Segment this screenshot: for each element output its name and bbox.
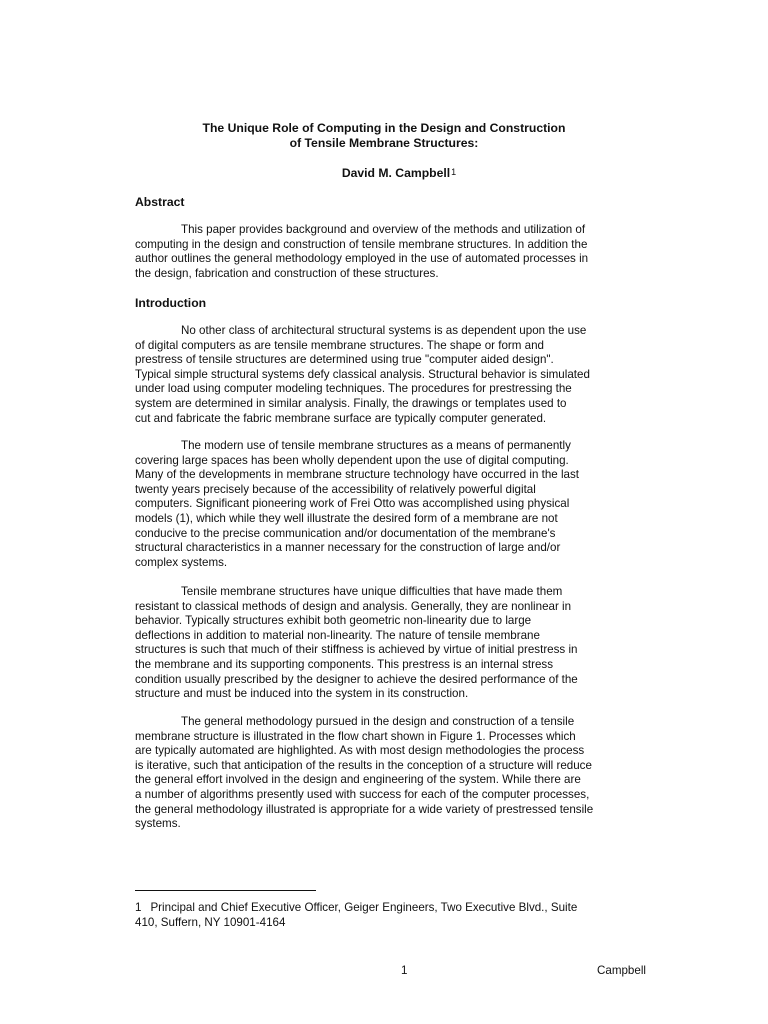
paragraph-line: twenty years precisely because of the accessibility of relatively powerful digital [135, 482, 536, 496]
paragraph-line: complex systems. [135, 555, 228, 569]
introduction-heading: Introduction [135, 296, 207, 310]
paragraph-line: Many of the developments in membrane structure technology have occurred in the last [135, 468, 580, 482]
paragraph-line: condition usually prescribed by the designer to achieve the desired performance of the [135, 672, 578, 686]
paragraph-line: No other class of architectural structural systems is as dependent upon the use [181, 324, 587, 337]
paragraph-line: the general methodology illustrated is appropriate for a wide variety of prestressed tensile [135, 802, 594, 816]
paragraph-line: membrane structure is illustrated in the flow chart shown in Figure 1. Processes which [135, 729, 576, 743]
paragraph-line: system are determined in similar analysis. Finally, the drawings or templates used to [135, 396, 567, 410]
paragraph-line: models (1), which while they well illustrate the desired form of a membrane are not [135, 511, 558, 525]
paragraph-line: The general methodology pursued in the design and construction of a tensile [181, 715, 575, 728]
paragraph-line: author outlines the general methodology employed in the use of automated processes in [135, 252, 589, 266]
paragraph-line: conducive to the precise communication and/or documentation of the membrane's [135, 526, 556, 540]
paragraph-line: The modern use of tensile membrane structures as a means of permanently [181, 439, 571, 452]
paragraph-line: structure and must be induced into the system in its construction. [135, 687, 469, 701]
paragraph-line: behavior. Typically structures exhibit both geometric non-linearity due to large [135, 614, 532, 628]
paragraph-line: structural characteristics in a manner necessary for the construction of large and/or [135, 541, 561, 555]
paragraph-line: systems. [135, 817, 181, 831]
page-number: 1 [401, 964, 408, 977]
footnote [135, 900, 635, 930]
paragraph-line: Tensile membrane structures have unique difficulties that have made them [181, 585, 563, 598]
author-name: David M. Campbell [341, 166, 451, 180]
abstract-heading: Abstract [135, 195, 185, 209]
paragraph-line: the membrane and its supporting components. This prestress is an internal stress [135, 657, 554, 671]
footnote-separator [135, 890, 316, 891]
paragraph-line: under load using computer modeling techniques. The procedures for prestressing the [135, 382, 572, 396]
paragraph-line: cut and fabricate the fabric membrane surface are typically computer generated. [135, 411, 547, 425]
paragraph-line: are typically automated are highlighted. As with most design methodologies the process [135, 744, 585, 758]
paragraph-line: of digital computers as are tensile membrane structures. The shape or form and [135, 338, 544, 352]
introduction-paragraph-4 [135, 715, 635, 832]
paragraph-line: a number of algorithms presently used with success for each of the computer processes, [135, 787, 590, 801]
introduction-paragraph-1 [135, 324, 635, 426]
paragraph-line: deflections in addition to material non-linearity. The nature of tensile membrane [135, 628, 540, 642]
paragraph-line: covering large spaces has been wholly dependent upon the use of digital computing. [135, 453, 569, 467]
author-footnote-mark: 1 [451, 167, 457, 177]
paragraph-line: is iterative, such that anticipation of the results in the conception of a structure will reduce [135, 758, 592, 772]
footnote-mark: 1 [135, 901, 142, 914]
paragraph-line: Typical simple structural systems defy classical analysis. Structural behavior is simulated [135, 367, 590, 381]
paragraph-line: computing in the design and construction of tensile membrane structures. In addition the [135, 237, 588, 251]
paragraph-line: This paper provides background and overview of the methods and utilization of [181, 223, 586, 236]
paper-title-line-2: of Tensile Membrane Structures: [289, 136, 479, 150]
author-byline [0, 166, 768, 181]
abstract-paragraph [135, 223, 635, 281]
introduction-paragraph-3 [135, 585, 635, 702]
footnote-line: 410, Suffern, NY 10901-4164 [135, 916, 286, 929]
paragraph-line: the general effort involved in the design and engineering of the system. While there are [135, 773, 581, 787]
footnote-line: Principal and Chief Executive Officer, Geiger Engineers, Two Executive Blvd., Suite [150, 901, 578, 914]
paragraph-line: the design, fabrication and construction of these structures. [135, 266, 439, 280]
paragraph-line: computers. Significant pioneering work of Frei Otto was accomplished using physical [135, 497, 570, 511]
paragraph-line: prestress of tensile structures are determined using true "computer aided design". [135, 353, 554, 367]
paper-title [0, 121, 768, 151]
paragraph-line: structures is such that much of their stiffness is achieved by virtue of initial prestress in [135, 643, 578, 657]
paper-title-line-1: The Unique Role of Computing in the Design and Construction [202, 121, 566, 135]
running-footer-author: Campbell [597, 964, 646, 977]
paragraph-line: resistant to classical methods of design and analysis. Generally, they are nonlinear in [135, 599, 572, 613]
introduction-paragraph-2 [135, 439, 635, 570]
